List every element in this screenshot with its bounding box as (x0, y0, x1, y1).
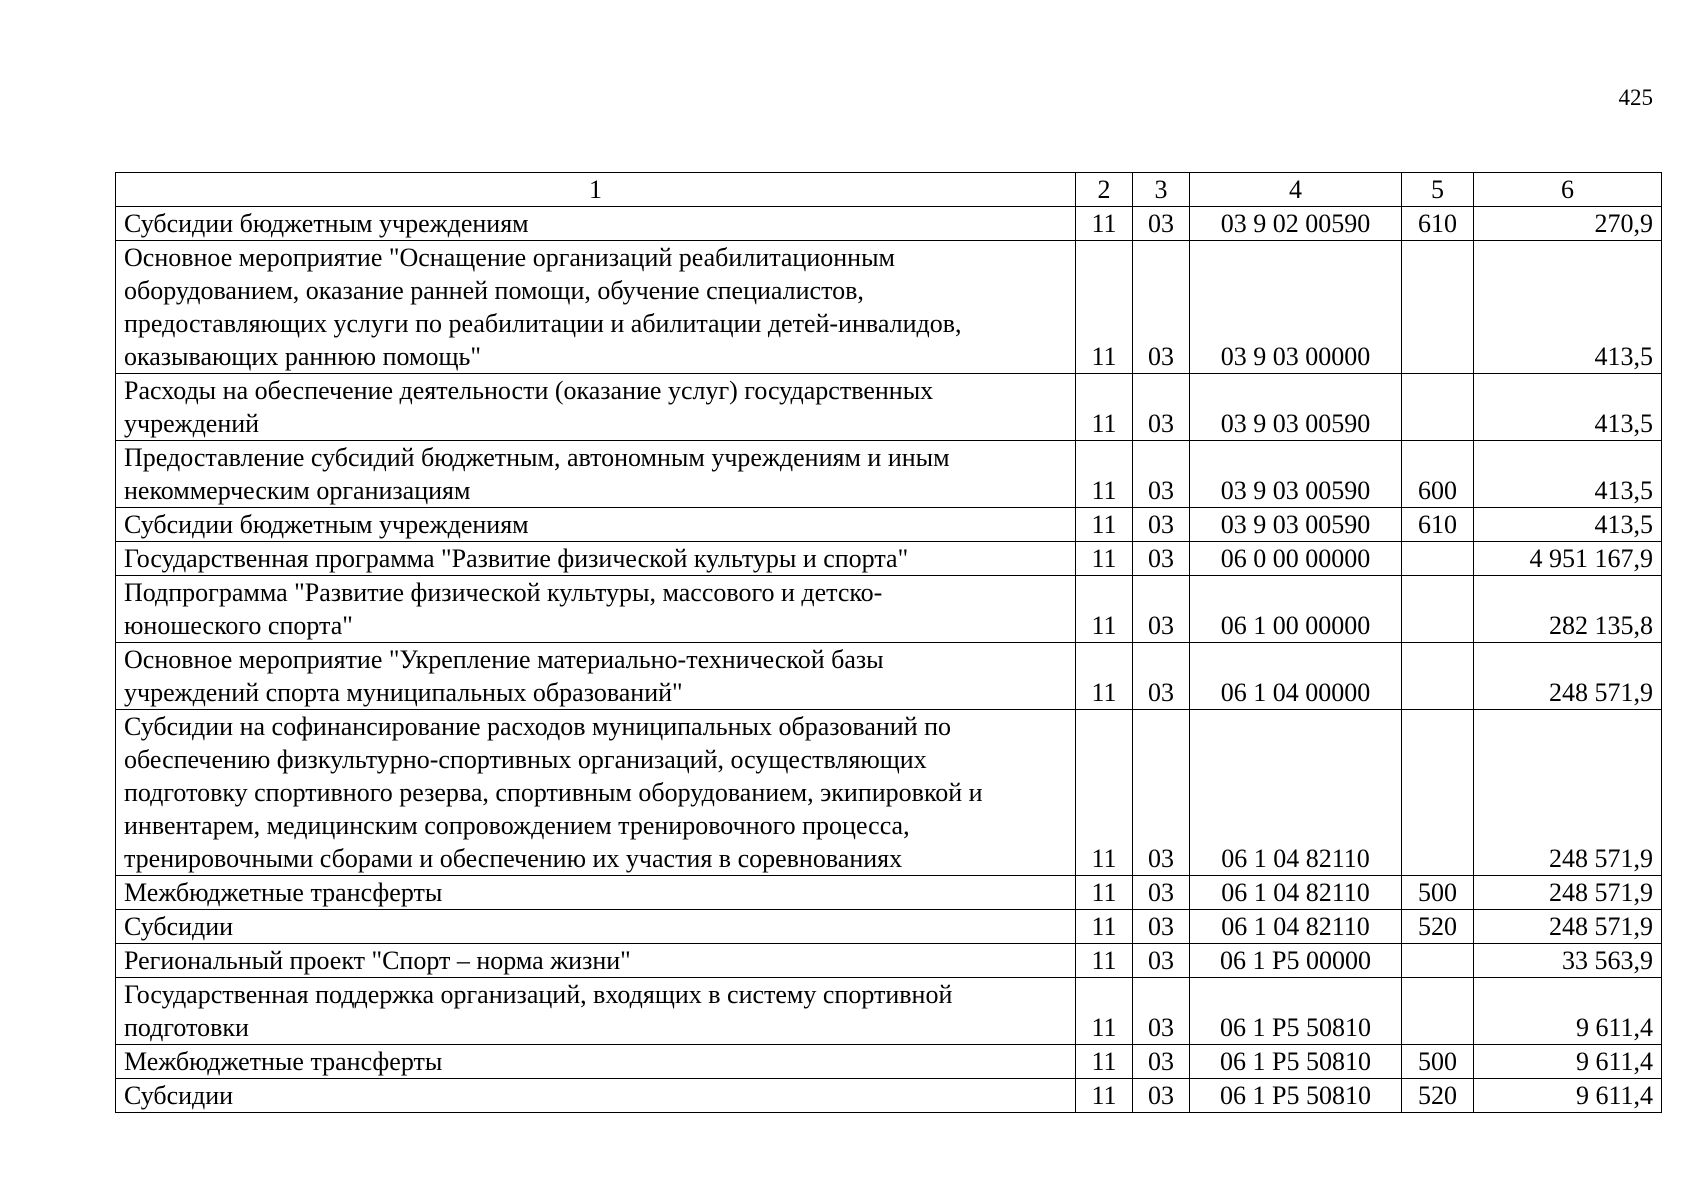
target-item-code-cell: 03 9 03 00590 (1190, 508, 1402, 542)
item-name-line: учреждений спорта муниципальных образований" (124, 678, 683, 707)
item-name-line: учреждений (124, 409, 260, 438)
item-name-line: Государственная поддержка организаций, входящих в систему спортивной (124, 980, 953, 1009)
budget-table (115, 172, 1662, 1113)
target-item-code-cell: 06 1 04 82110 (1190, 710, 1402, 876)
subsection-code-cell: 03 (1133, 944, 1190, 978)
expense-type-code-cell: 500 (1402, 876, 1474, 910)
table-row (116, 944, 1662, 978)
expense-type-code-cell: 610 (1402, 508, 1474, 542)
target-item-code-cell: 06 1 P5 50810 (1190, 1045, 1402, 1079)
expense-type-code-cell (1402, 374, 1474, 441)
item-name-line: подготовку спортивного резерва, спортивным оборудованием, экипировкой и (124, 778, 983, 807)
section-code-cell: 11 (1076, 508, 1133, 542)
section-code-cell: 11 (1076, 1079, 1133, 1113)
item-name-cell (116, 1079, 1076, 1113)
expense-type-code-cell (1402, 576, 1474, 643)
table-row (116, 508, 1662, 542)
subsection-code-cell: 03 (1133, 876, 1190, 910)
subsection-code-cell: 03 (1133, 241, 1190, 374)
column-header-1: 1 (116, 173, 1076, 207)
item-name-cell (116, 576, 1076, 643)
target-item-code-cell: 06 1 04 82110 (1190, 910, 1402, 944)
item-name-line: Межбюджетные трансферты (124, 878, 443, 907)
item-name-cell (116, 207, 1076, 241)
item-name-line: тренировочными сборами и обеспечению их участия в соревнованиях (124, 844, 903, 873)
table-row (116, 374, 1662, 441)
item-name-line: Государственная программа "Развитие физической культуры и спорта" (124, 544, 909, 573)
table-row (116, 1079, 1662, 1113)
subsection-code-cell: 03 (1133, 441, 1190, 508)
item-name-line: Основное мероприятие "Оснащение организаций реабилитационным (124, 243, 895, 272)
item-name-cell (116, 643, 1076, 710)
item-name-cell (116, 542, 1076, 576)
section-code-cell: 11 (1076, 576, 1133, 643)
item-name-cell (116, 910, 1076, 944)
amount-cell: 9 611,4 (1474, 1079, 1662, 1113)
table-row (116, 207, 1662, 241)
column-header-3: 3 (1133, 173, 1190, 207)
table-row (116, 441, 1662, 508)
expense-type-code-cell (1402, 643, 1474, 710)
table-row (116, 576, 1662, 643)
section-code-cell: 11 (1076, 542, 1133, 576)
item-name-cell (116, 978, 1076, 1045)
amount-cell: 248 571,9 (1474, 710, 1662, 876)
subsection-code-cell: 03 (1133, 508, 1190, 542)
amount-cell: 9 611,4 (1474, 1045, 1662, 1079)
target-item-code-cell: 06 1 P5 50810 (1190, 978, 1402, 1045)
section-code-cell: 11 (1076, 876, 1133, 910)
amount-cell: 413,5 (1474, 508, 1662, 542)
item-name-line: Субсидии на софинансирование расходов муниципальных образований по (124, 712, 952, 741)
item-name-line: Основное мероприятие "Укрепление материально-технической базы (124, 645, 884, 674)
header-row (116, 173, 1662, 207)
item-name-line: Субсидии бюджетным учреждениям (124, 209, 529, 238)
item-name-cell (116, 876, 1076, 910)
target-item-code-cell: 06 1 P5 00000 (1190, 944, 1402, 978)
item-name-line: оборудованием, оказание ранней помощи, обучение специалистов, (124, 276, 864, 305)
subsection-code-cell: 03 (1133, 1079, 1190, 1113)
table-row (116, 643, 1662, 710)
amount-cell: 248 571,9 (1474, 643, 1662, 710)
subsection-code-cell: 03 (1133, 643, 1190, 710)
target-item-code-cell: 03 9 02 00590 (1190, 207, 1402, 241)
section-code-cell: 11 (1076, 374, 1133, 441)
table-row (116, 710, 1662, 876)
expense-type-code-cell: 600 (1402, 441, 1474, 508)
item-name-line: Субсидии (124, 1081, 234, 1110)
target-item-code-cell: 06 1 04 82110 (1190, 876, 1402, 910)
target-item-code-cell: 03 9 03 00590 (1190, 441, 1402, 508)
subsection-code-cell: 03 (1133, 576, 1190, 643)
item-name-line: юношеского спорта" (124, 611, 353, 640)
item-name-line: обеспечению физкультурно-спортивных организаций, осуществляющих (124, 745, 927, 774)
item-name-cell (116, 374, 1076, 441)
section-code-cell: 11 (1076, 1045, 1133, 1079)
table-row (116, 910, 1662, 944)
table-row (116, 876, 1662, 910)
item-name-line: Предоставление субсидий бюджетным, автономным учреждениям и иным (124, 443, 950, 472)
section-code-cell: 11 (1076, 643, 1133, 710)
subsection-code-cell: 03 (1133, 542, 1190, 576)
item-name-cell (116, 1045, 1076, 1079)
item-name-line: Субсидии бюджетным учреждениям (124, 510, 529, 539)
target-item-code-cell: 06 0 00 00000 (1190, 542, 1402, 576)
section-code-cell: 11 (1076, 241, 1133, 374)
amount-cell: 413,5 (1474, 241, 1662, 374)
item-name-line: подготовки (124, 1013, 249, 1042)
target-item-code-cell: 06 1 04 00000 (1190, 643, 1402, 710)
expense-type-code-cell: 610 (1402, 207, 1474, 241)
amount-cell: 4 951 167,9 (1474, 542, 1662, 576)
expense-type-code-cell (1402, 542, 1474, 576)
column-header-5: 5 (1402, 173, 1474, 207)
table-row (116, 241, 1662, 374)
table-body (116, 207, 1662, 1113)
subsection-code-cell: 03 (1133, 910, 1190, 944)
item-name-cell (116, 944, 1076, 978)
target-item-code-cell: 03 9 03 00000 (1190, 241, 1402, 374)
table-row (116, 1045, 1662, 1079)
column-header-6: 6 (1474, 173, 1662, 207)
section-code-cell: 11 (1076, 944, 1133, 978)
amount-cell: 33 563,9 (1474, 944, 1662, 978)
subsection-code-cell: 03 (1133, 1045, 1190, 1079)
target-item-code-cell: 06 1 P5 50810 (1190, 1079, 1402, 1113)
item-name-line: Субсидии (124, 912, 234, 941)
expense-type-code-cell: 500 (1402, 1045, 1474, 1079)
section-code-cell: 11 (1076, 910, 1133, 944)
expense-type-code-cell (1402, 978, 1474, 1045)
page-number: 425 (1618, 85, 1653, 110)
subsection-code-cell: 03 (1133, 710, 1190, 876)
amount-cell: 248 571,9 (1474, 876, 1662, 910)
subsection-code-cell: 03 (1133, 978, 1190, 1045)
target-item-code-cell: 03 9 03 00590 (1190, 374, 1402, 441)
item-name-line: предоставляющих услуги по реабилитации и абилитации детей-инвалидов, (124, 309, 962, 338)
amount-cell: 270,9 (1474, 207, 1662, 241)
item-name-cell (116, 508, 1076, 542)
table-header (116, 173, 1662, 207)
amount-cell: 282 135,8 (1474, 576, 1662, 643)
target-item-code-cell: 06 1 00 00000 (1190, 576, 1402, 643)
amount-cell: 9 611,4 (1474, 978, 1662, 1045)
column-header-2: 2 (1076, 173, 1133, 207)
item-name-cell (116, 710, 1076, 876)
expense-type-code-cell: 520 (1402, 910, 1474, 944)
expense-type-code-cell (1402, 710, 1474, 876)
subsection-code-cell: 03 (1133, 374, 1190, 441)
item-name-line: Региональный проект "Спорт – норма жизни" (124, 946, 631, 975)
expense-type-code-cell: 520 (1402, 1079, 1474, 1113)
subsection-code-cell: 03 (1133, 207, 1190, 241)
table-row (116, 542, 1662, 576)
amount-cell: 413,5 (1474, 441, 1662, 508)
column-header-4: 4 (1190, 173, 1402, 207)
item-name-line: инвентарем, медицинским сопровождением тренировочного процесса, (124, 811, 910, 840)
item-name-line: оказывающих раннюю помощь" (124, 342, 481, 371)
item-name-line: Межбюджетные трансферты (124, 1047, 443, 1076)
section-code-cell: 11 (1076, 441, 1133, 508)
item-name-cell (116, 241, 1076, 374)
item-name-line: Подпрограмма "Развитие физической культуры, массового и детско- (124, 578, 883, 607)
section-code-cell: 11 (1076, 978, 1133, 1045)
table-row (116, 978, 1662, 1045)
expense-type-code-cell (1402, 241, 1474, 374)
item-name-cell (116, 441, 1076, 508)
item-name-line: Расходы на обеспечение деятельности (оказание услуг) государственных (124, 376, 934, 405)
section-code-cell: 11 (1076, 710, 1133, 876)
amount-cell: 413,5 (1474, 374, 1662, 441)
section-code-cell: 11 (1076, 207, 1133, 241)
expense-type-code-cell (1402, 944, 1474, 978)
item-name-line: некоммерческим организациям (124, 476, 471, 505)
amount-cell: 248 571,9 (1474, 910, 1662, 944)
